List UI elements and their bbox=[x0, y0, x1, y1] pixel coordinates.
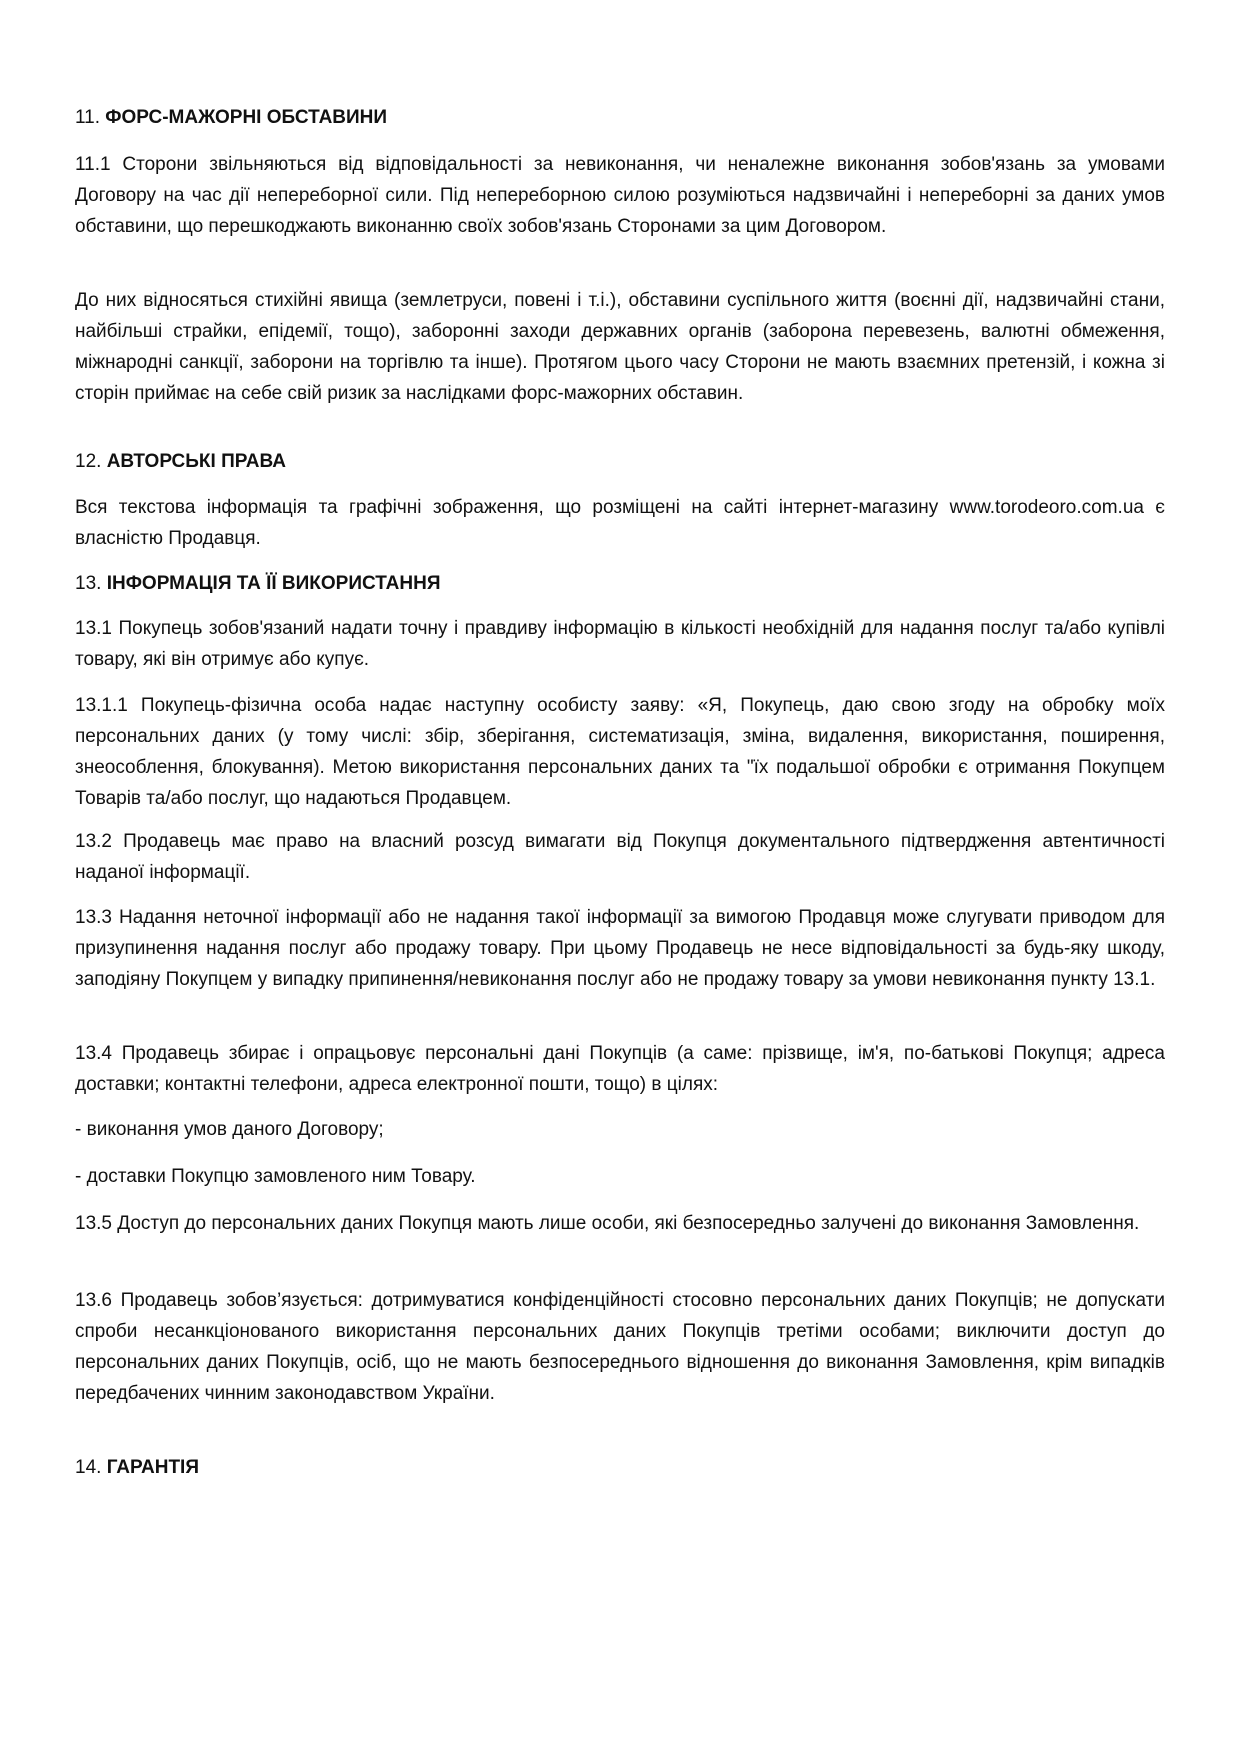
section-number: 12. bbox=[75, 451, 102, 472]
paragraph-11-force-majeure-list: До них відносяться стихійні явища (землетруси, повені і т.і.), обставини суспільного життя (воєнні дії, надзвичайні стани, найбільші страйки, епідемії, тощо), заборонні заходи державних органів (заборона перевезень, валютні обмеження, міжнародні санкції, заборони на торгівлю та інше). Протягом цього часу Сторони не мають взаємних претензій, і кожна зі сторін приймає на себе свій ризик за наслідками форс-мажорних обставин. bbox=[75, 290, 1165, 404]
section-number: 13. bbox=[75, 573, 102, 594]
section-title: ГАРАНТІЯ bbox=[106, 1457, 199, 1478]
paragraph-13-4: 13.4 Продавець збирає і опрацьовує персональні дані Покупців (а саме: прізвище, ім'я, по-батькові Покупця; адреса доставки; контактні телефони, адреса електронної пошти, тощо) в цілях: bbox=[75, 1043, 1165, 1095]
section-14-heading bbox=[75, 1452, 1165, 1483]
section-13-heading bbox=[75, 568, 1165, 599]
list-item-contract-terms: - виконання умов даного Договору; bbox=[75, 1119, 384, 1140]
section-12-heading bbox=[75, 446, 1165, 477]
section-11-heading bbox=[75, 102, 1165, 133]
list-item-delivery: - доставки Покупцю замовленого ним Товару. bbox=[75, 1166, 476, 1187]
section-title: ФОРС-МАЖОРНІ ОБСТАВИНИ bbox=[105, 107, 388, 128]
paragraph-13-6: 13.6 Продавець зобов’язується: дотримуватися конфіденційності стосовно персональних даних Покупців; не допускати спроби несанкціонованого використання персональних даних Покупців третіми особами; виключити доступ до персональних даних Покупців, осіб, що не мають безпосереднього відношення до виконання Замовлення, крім випадків передбачених чинним законодавством України. bbox=[75, 1290, 1165, 1404]
section-number: 11. bbox=[75, 107, 101, 128]
paragraph-12-copyright: Вся текстова інформація та графічні зображення, що розміщені на сайті інтернет-магазину www.torodeoro.com.ua є власністю Продавця. bbox=[75, 497, 1165, 549]
paragraph-13-1-1: 13.1.1 Покупець-фізична особа надає наступну особисту заяву: «Я, Покупець, даю свою згоду на обробку моїх персональних даних (у тому числі: збір, зберігання, систематизація, зміна, видалення, використання, поширення, знеособлення, блокування). Метою використання персональних даних та "їх подальшої обробки є отримання Покупцем Товарів та/або послуг, що надаються Продавцем. bbox=[75, 695, 1165, 809]
paragraph-11-1: 11.1 Сторони звільняються від відповідальності за невиконання, чи неналежне виконання зобов'язань за умовами Договору на час дії непереборної сили. Під непереборною силою розуміються надзвичайні і непереборні за даних умов обставини, що перешкоджають виконанню своїх зобов'язань Сторонами за цим Договором. bbox=[75, 154, 1165, 237]
section-title: ІНФОРМАЦІЯ ТА ЇЇ ВИКОРИСТАННЯ bbox=[106, 573, 441, 594]
paragraph-13-2: 13.2 Продавець має право на власний розсуд вимагати від Покупця документального підтвердження автентичності наданої інформації. bbox=[75, 831, 1165, 883]
section-number: 14. bbox=[75, 1457, 102, 1478]
paragraph-13-5: 13.5 Доступ до персональних даних Покупця мають лише особи, які безпосередньо залучені до виконання Замовлення. bbox=[75, 1213, 1140, 1234]
paragraph-13-3: 13.3 Надання неточної інформації або не надання такої інформації за вимогою Продавця може слугувати приводом для призупинення надання послуг або продажу товару. При цьому Продавець не несе відповідальності за будь-яку шкоду, заподіяну Покупцем у випадку припинення/невиконання послуг або не продажу товару за умови невиконання пункту 13.1. bbox=[75, 907, 1165, 990]
section-title: АВТОРСЬКІ ПРАВА bbox=[106, 451, 286, 472]
paragraph-13-1: 13.1 Покупець зобов'язаний надати точну і правдиву інформацію в кількості необхідній для надання послуг та/або купівлі товару, які він отримує або купує. bbox=[75, 618, 1165, 670]
